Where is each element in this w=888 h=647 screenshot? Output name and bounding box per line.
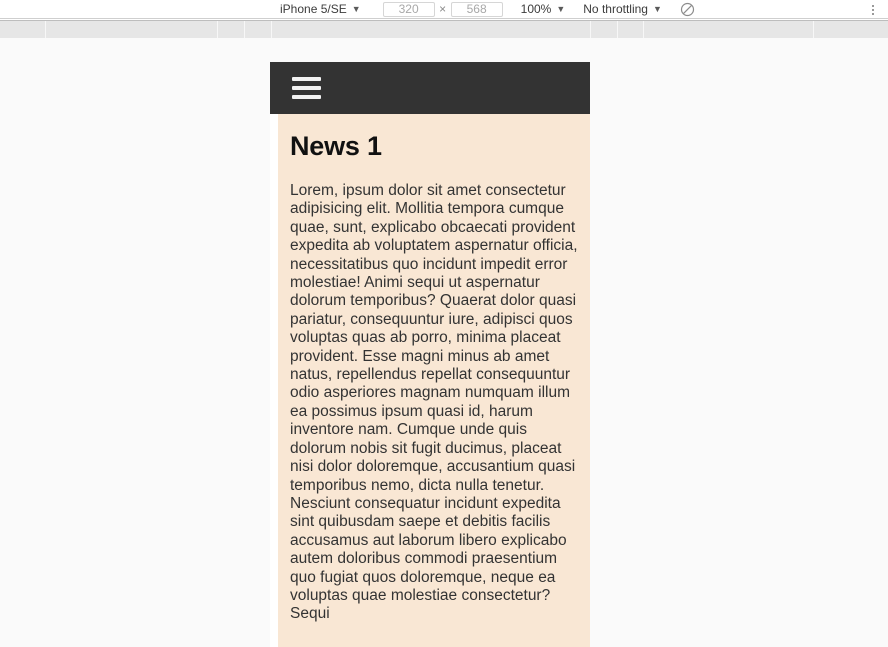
network-throttling-select[interactable] — [579, 0, 666, 19]
rotate-device-button[interactable] — [680, 0, 695, 19]
ruler-tick — [244, 21, 245, 39]
ruler-tick — [643, 21, 644, 39]
zoom-select[interactable] — [517, 0, 570, 19]
kebab-dot — [872, 9, 874, 11]
device-preset-label: iPhone 5/SE — [280, 2, 347, 16]
chevron-down-icon: ▼ — [652, 3, 662, 14]
page-title: News 1 — [290, 131, 382, 161]
hamburger-bar — [292, 77, 321, 81]
chevron-down-icon: ▼ — [351, 3, 361, 14]
article-body-text: Lorem, ipsum dolor sit amet consectetur adipisicing elit. Mollitia tempora cumque quae, sunt, explicabo obcaecati provident expedita ab voluptatem aspernatur officia, necessitatibus quo incidunt impedit error molestiae! Animi sequi ut aspernatur dolorum temporibus? Quaerat dolor quasi pariatur, consequuntur iure, adipisci quos voluptas quas ab porro, minima placeat provident. Esse magni minus ab amet natus, repellendus repellat consequuntur odio asperiores magnam numquam illum ea possimus ipsum quasi id, harum inventore nam. Cumque unde quis dolorum nobis sit fugit ducimus, placeat nisi dolor doloremque, accusantium quasi temporibus nemo, dicta nulla tenetur. Nesciunt consequatur incidunt expedita sint quibusdam saepe et debitis facilis accusamus aut laborum libero explicabo autem doloribus commodi praesentium quo fugiat quos doloremque, neque ea voluptas quae molestiae consectetur? Sequi — [290, 182, 578, 623]
kebab-menu-icon[interactable] — [865, 0, 881, 19]
device-stage — [0, 38, 888, 647]
ruler-tick — [590, 21, 591, 39]
ruler-tick — [617, 21, 618, 39]
ruler-tick — [45, 21, 46, 39]
throttling-label: No throttling — [583, 2, 648, 16]
ruler-tick — [217, 21, 218, 39]
dimension-separator: × — [439, 2, 447, 16]
article-container — [278, 114, 590, 647]
viewport-height-input[interactable] — [451, 2, 503, 17]
device-viewport — [270, 62, 590, 647]
device-preset-select[interactable] — [276, 0, 365, 19]
toolbar-left-spacer — [0, 9, 276, 10]
kebab-dot — [872, 5, 874, 7]
ruler-tick — [813, 21, 814, 39]
site-header — [270, 62, 590, 114]
no-slash-circle-icon — [680, 2, 695, 17]
kebab-dot — [872, 13, 874, 15]
chevron-down-icon: ▼ — [556, 3, 566, 14]
hamburger-bar — [292, 86, 321, 90]
viewport-width-input[interactable] — [383, 2, 435, 17]
zoom-level-label: 100% — [520, 2, 552, 16]
ruler-tick — [271, 21, 272, 39]
viewport-ruler — [0, 20, 888, 38]
devtools-device-toolbar — [0, 0, 888, 19]
hamburger-bar — [292, 95, 321, 99]
hamburger-icon[interactable] — [292, 77, 321, 99]
